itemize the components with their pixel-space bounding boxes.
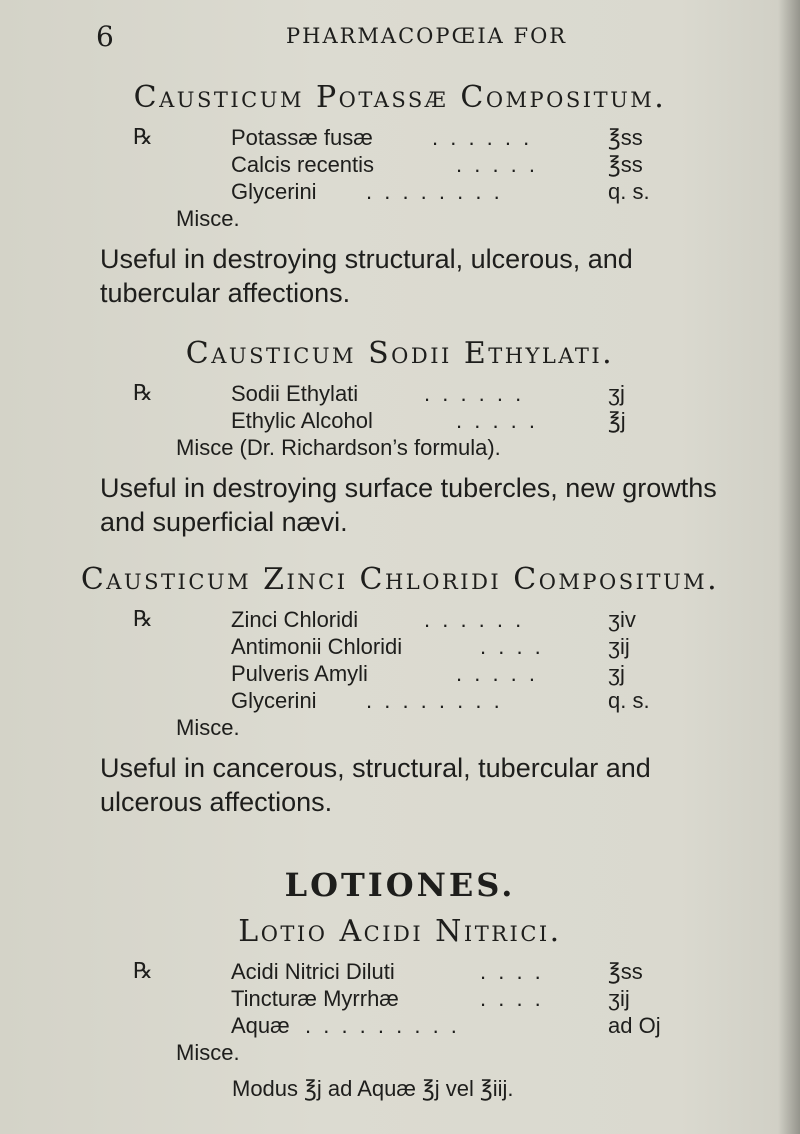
ingredient-quantity: ʒiv <box>608 607 636 632</box>
ingredient-name: Acidi Nitrici Diluti <box>231 959 395 984</box>
ingredient-name: Potassæ fusæ <box>231 125 373 150</box>
ingredient-name: Pulveris Amyli <box>231 661 368 686</box>
ingredient-name: Tincturæ Myrrhæ <box>231 986 399 1011</box>
recipe-title: Causticum Sodii Ethylati. <box>185 336 615 371</box>
misce-instruction: Misce. <box>176 206 240 231</box>
ingredient-row <box>0 151 800 178</box>
modus-instruction: Modus ℥j ad Aquæ ℥j vel ℥iij. <box>232 1076 514 1101</box>
ingredient-quantity: ad Oj <box>608 1013 661 1038</box>
ingredient-row <box>0 124 800 151</box>
ingredient-name: Antimonii Chloridi <box>231 634 403 659</box>
ingredient-row <box>0 985 800 1012</box>
recipe-causticum-potassae <box>0 80 800 310</box>
ingredient-list <box>0 606 800 741</box>
ingredient-name: Sodii Ethylati <box>231 381 359 406</box>
ingredient-list <box>0 958 800 1104</box>
dot-leader: . . . . . <box>456 408 539 433</box>
recipe-causticum-zinci <box>0 562 800 819</box>
ingredient-row <box>0 1012 800 1039</box>
ingredient-quantity: ℥ss <box>608 959 643 984</box>
dot-leader: . . . . . . . . . <box>305 1013 460 1038</box>
page-header <box>96 20 656 53</box>
ingredient-row <box>0 178 800 205</box>
recipe-description: Useful in destroying surface tubercles, new growths and superficial nævi. <box>100 473 717 537</box>
recipe-causticum-sodii <box>0 336 800 539</box>
ingredient-quantity: ʒj <box>608 381 625 406</box>
ingredient-quantity: q. s. <box>608 179 650 204</box>
misce-instruction: Misce. <box>176 715 240 740</box>
rx-icon: ℞ <box>133 959 153 984</box>
ingredient-row <box>0 606 800 633</box>
ingredient-list <box>0 380 800 461</box>
ingredient-quantity: ʒj <box>608 661 625 686</box>
ingredient-row <box>0 958 800 985</box>
recipe-description: Useful in destroying structural, ulcerous, and tubercular affections. <box>100 244 633 308</box>
ingredient-name: Glycerini <box>231 179 317 204</box>
dot-leader: . . . . . . . . <box>366 688 503 713</box>
page-number: 6 <box>96 20 114 53</box>
misce-instruction: Misce (Dr. Richardson’s formula). <box>176 435 501 460</box>
dot-leader: . . . . . . <box>432 125 533 150</box>
ingredient-quantity: q. s. <box>608 688 650 713</box>
running-title: PHARMACOPŒIA FOR <box>286 24 568 48</box>
recipe-title: Causticum Potassæ Compositum. <box>133 80 667 115</box>
ingredient-quantity: ℥ss <box>608 125 643 150</box>
lotiones-heading: LOTIONES. <box>284 866 516 904</box>
ingredient-row <box>0 407 800 434</box>
recipe-title: Lotio Acidi Nitrici. <box>238 914 562 949</box>
ingredient-name: Glycerini <box>231 688 317 713</box>
dot-leader: . . . . . . <box>424 381 525 406</box>
dot-leader: . . . . . . . . <box>366 179 503 204</box>
ingredient-row <box>0 660 800 687</box>
dot-leader: . . . . . . <box>424 607 525 632</box>
ingredient-quantity: ℥j <box>608 408 626 433</box>
ingredient-row <box>0 633 800 660</box>
ingredient-list <box>0 124 800 232</box>
ingredient-quantity: ʒij <box>608 634 630 659</box>
ingredient-name: Zinci Chloridi <box>231 607 359 632</box>
rx-icon: ℞ <box>133 607 153 632</box>
ingredient-row <box>0 380 800 407</box>
recipe-title: Causticum Zinci Chloridi Compositum. <box>80 562 720 597</box>
ingredient-quantity: ʒij <box>608 986 630 1011</box>
dot-leader: . . . . <box>480 634 544 659</box>
ingredient-name: Ethylic Alcohol <box>231 408 373 433</box>
ingredient-name: Aquæ <box>231 1013 290 1038</box>
rx-icon: ℞ <box>133 381 153 406</box>
dot-leader: . . . . . <box>456 152 539 177</box>
ingredient-name: Calcis recentis <box>231 152 375 177</box>
ingredient-row <box>0 687 800 714</box>
misce-instruction: Misce. <box>176 1040 240 1065</box>
lotiones-section <box>0 866 800 1104</box>
dot-leader: . . . . . <box>456 661 539 686</box>
ingredient-quantity: ℥ss <box>608 152 643 177</box>
dot-leader: . . . . <box>480 986 544 1011</box>
dot-leader: . . . . <box>480 959 544 984</box>
recipe-description: Useful in cancerous, structural, tubercular and ulcerous affections. <box>100 753 651 817</box>
rx-icon: ℞ <box>133 125 153 150</box>
